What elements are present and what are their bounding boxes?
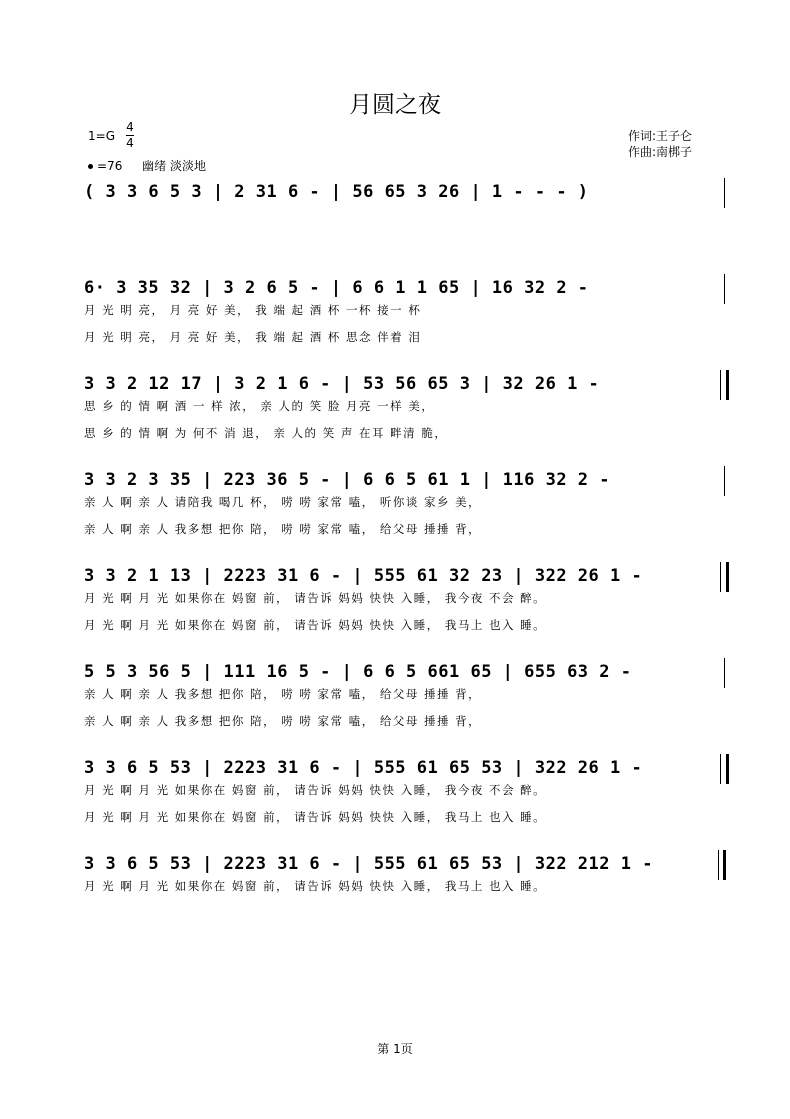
system-3	[84, 470, 734, 550]
lyric-verse-1: 月 光 明 亮， 月 亮 好 美， 我 端 起 酒 杯 一杯 接一 杯	[84, 303, 422, 317]
lyric-verse-2: 思 乡 的 情 啊 为 何不 消 退， 亲 人的 笑 声 在耳 畔清 脆，	[84, 426, 448, 440]
lyric-verse-2: 月 光 明 亮， 月 亮 好 美， 我 端 起 酒 杯 思念 伴着 泪	[84, 330, 422, 344]
system-1	[84, 278, 734, 358]
system-4	[84, 566, 734, 646]
system-notes: 3 3 2 3 35 | 223 36 5 - | 6 6 5 61 1 | 116 32 2 -	[84, 470, 611, 490]
system-6	[84, 758, 734, 838]
system-notes: 3 3 6 5 53 | 2223 31 6 - | 555 61 65 53 | 322 26 1 -	[84, 758, 643, 778]
lyric-verse-1: 月 光 啊 月 光 如果你在 妈窗 前， 请告诉 妈妈 快快 入睡， 我马上 也入 睡。	[84, 879, 547, 893]
time-signature	[126, 120, 134, 151]
repeat-barline-thick	[726, 370, 729, 400]
composer: 作曲:南梆子	[628, 145, 693, 159]
final-barline-thick	[723, 850, 726, 880]
repeat-barline	[720, 370, 721, 400]
barline	[724, 466, 725, 496]
system-7	[84, 854, 734, 904]
system-notes: 3 3 2 1 13 | 2223 31 6 - | 555 61 32 23 | 322 26 1 -	[84, 566, 643, 586]
intro-system	[84, 182, 734, 212]
meter-top: 4	[126, 120, 134, 134]
lyric-verse-2: 亲 人 啊 亲 人 我多想 把你 陪， 唠 唠 家常 嗑， 给父母 捶捶 背，	[84, 714, 482, 728]
repeat-barline-thick	[726, 562, 729, 592]
key-signature	[88, 129, 115, 143]
lyric-verse-2: 月 光 啊 月 光 如果你在 妈窗 前， 请告诉 妈妈 快快 入睡， 我马上 也入 睡。	[84, 810, 547, 824]
barline	[724, 274, 725, 304]
lyricist: 作词:王子仑	[628, 129, 693, 143]
system-notes: 3 3 6 5 53 | 2223 31 6 - | 555 61 65 53 | 322 212 1 -	[84, 854, 653, 874]
lyric-verse-1: 月 光 啊 月 光 如果你在 妈窗 前， 请告诉 妈妈 快快 入睡， 我今夜 不会 醉。	[84, 591, 547, 605]
tempo-marking	[88, 157, 206, 174]
repeat-barline-thick	[726, 754, 729, 784]
expression-text: 幽绪 淡淡地	[142, 159, 206, 173]
system-5	[84, 662, 734, 742]
credits	[628, 128, 692, 160]
barline	[724, 658, 725, 688]
intro-notes: ( 3 3 6 5 3 | 2 31 6 - | 56 65 3 26 | 1 - - - )	[84, 182, 589, 202]
lyric-verse-2: 亲 人 啊 亲 人 我多想 把你 陪， 唠 唠 家常 嗑， 给父母 捶捶 背，	[84, 522, 482, 536]
repeat-barline	[720, 562, 721, 592]
system-notes: 3 3 2 12 17 | 3 2 1 6 - | 53 56 65 3 | 32 26 1 -	[84, 374, 600, 394]
lyric-verse-1: 月 光 啊 月 光 如果你在 妈窗 前， 请告诉 妈妈 快快 入睡， 我今夜 不会 醉。	[84, 783, 547, 797]
system-notes: 5 5 3 56 5 | 111 16 5 - | 6 6 5 661 65 | 655 63 2 -	[84, 662, 632, 682]
lyric-verse-2: 月 光 啊 月 光 如果你在 妈窗 前， 请告诉 妈妈 快快 入睡， 我马上 也入 睡。	[84, 618, 547, 632]
tempo-value: =76	[97, 159, 123, 173]
half-note-icon	[88, 164, 93, 169]
song-title: 月圆之夜	[349, 92, 441, 118]
page-number: 第 1页	[377, 1042, 413, 1056]
lyric-verse-1: 亲 人 啊 亲 人 请陪我 喝几 杯， 唠 唠 家常 嗑， 听你谈 家乡 美，	[84, 495, 482, 509]
repeat-barline	[720, 754, 721, 784]
final-barline-intro	[724, 178, 725, 208]
system-notes: 6· 3 35 32 | 3 2 6 5 - | 6 6 1 1 65 | 16 32 2 -	[84, 278, 589, 298]
final-barline-thin	[718, 850, 719, 880]
system-2	[84, 374, 734, 454]
lyric-verse-1: 思 乡 的 情 啊 酒 一 样 浓， 亲 人的 笑 脸 月亮 一样 美，	[84, 399, 435, 413]
meter-bottom: 4	[126, 136, 134, 150]
key-label: 1=G	[88, 129, 115, 143]
lyric-verse-1: 亲 人 啊 亲 人 我多想 把你 陪， 唠 唠 家常 嗑， 给父母 捶捶 背，	[84, 687, 482, 701]
